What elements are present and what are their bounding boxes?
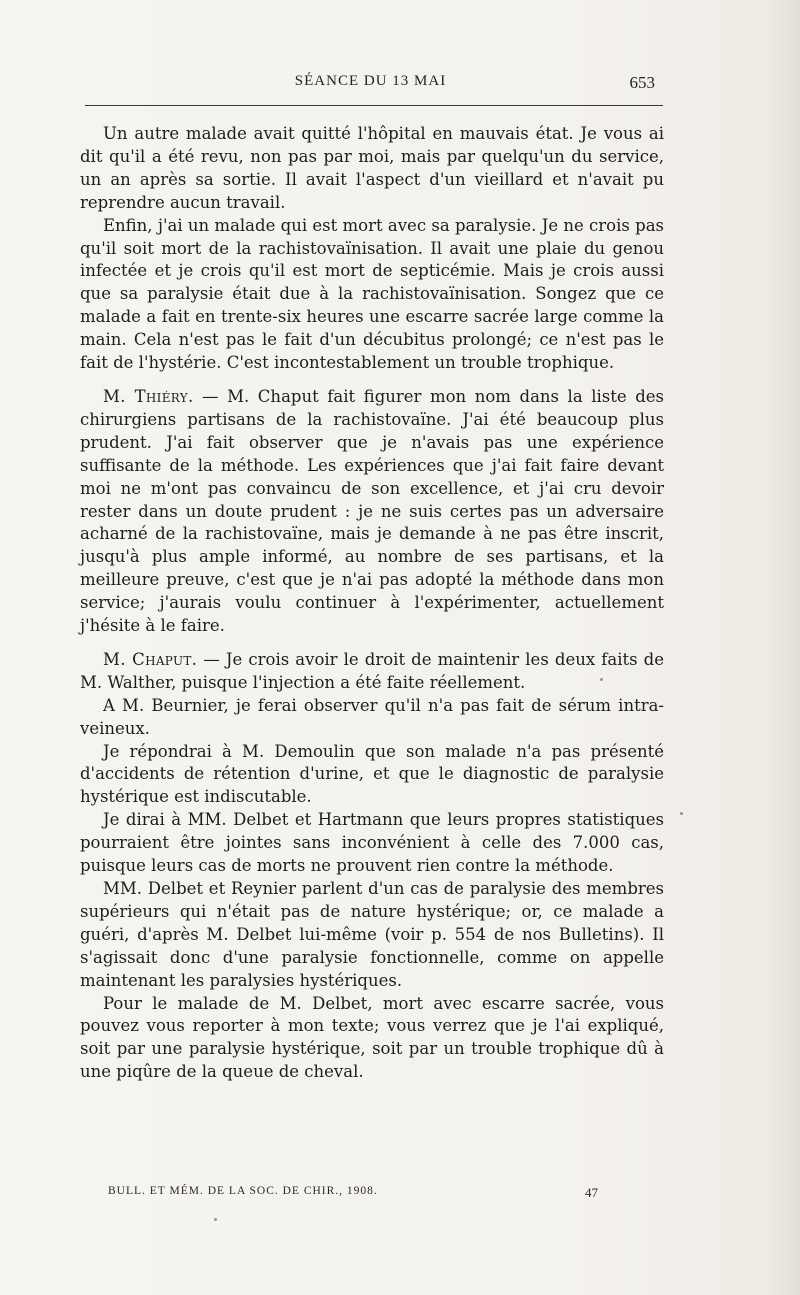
speaker-name: M. Chaput. — [103, 649, 198, 669]
paragraph-6 — [80, 741, 664, 810]
paragraph-7 — [80, 809, 664, 878]
paper-speck — [214, 1218, 217, 1221]
paragraph-9 — [80, 993, 664, 1085]
paragraph-text: Je dirai à MM. Delbet et Hartmann que leurs propres statistiques pourraient être jointes sans inconvénient à celle des 7.000 cas, puisque leurs cas de morts ne prouvent rien contre la méthode. — [80, 810, 664, 876]
paper-speck — [600, 678, 603, 681]
running-title: SÉANCE DU 13 MAI — [294, 73, 447, 89]
paragraph-text: Je répondrai à M. Demoulin que son malade n'a pas présenté d'accidents de rétention d'urine, et que le diagnostic de paralysie hystérique est indiscutable. — [80, 741, 664, 807]
signature-mark: 47 — [585, 1185, 598, 1200]
footer-citation: BULL. ET MÉM. DE LA SOC. DE CHIR., 1908. — [108, 1185, 378, 1197]
header-rule — [85, 105, 663, 106]
running-header — [78, 73, 663, 97]
paragraph-text: Un autre malade avait quitté l'hôpital en mauvais état. Je vous ai dit qu'il a été revu, non pas par moi, mais par quelqu'un du service, un an après sa sortie. Il avait l'aspect d'un vieillard et n'avait pu reprendre aucun travail. — [80, 124, 664, 212]
speaker-name: M. Thiéry. — [103, 386, 194, 406]
paragraph-3 — [80, 386, 664, 638]
page-number: 653 — [629, 73, 655, 92]
paragraph-text: Enfin, j'ai un malade qui est mort avec sa paralysie. Je ne crois pas qu'il soit mort de la rachistovaïnisation. Il avait une plaie du genou infectée et je crois qu'il est mort de septicémie. Mais je crois aussi que sa paralysie était due à la rachistovaïnisation. Songez que ce malade a fait en trente-six heures une escarre sacrée large comme la main. Cela n'est pas le fait d'un décubitus prolongé; ce n'est pas le fait de l'hystérie. C'est incontestablement un trouble trophique. — [80, 215, 664, 373]
page-edge-shadow — [762, 0, 800, 1295]
body-text — [80, 123, 664, 1084]
paragraph-4 — [80, 649, 664, 695]
paragraph-1 — [80, 123, 664, 215]
paragraph-8 — [80, 878, 664, 993]
paragraph-text: — Je crois avoir le droit de maintenir les deux faits de M. Walther, puisque l'injection a été faite réellement. — [80, 649, 664, 692]
paragraph-text: MM. Delbet et Reynier parlent d'un cas de paralysie des membres supérieurs qui n'était pas de nature hystérique; or, ce malade a guéri, d'après M. Delbet lui-même (voir p. 554 de nos Bulletins). Il s'agissait donc d'une paralysie fonctionnelle, comme on appelle maintenant les paralysies hystériques. — [80, 879, 664, 990]
paragraph-text: — M. Chaput fait figurer mon nom dans la liste des chirurgiens partisans de la rachistovaïne. J'ai été beaucoup plus prudent. J'ai fait observer que je n'avais pas une expérience suffisante de la méthode. Les expériences que j'ai fait faire devant moi ne m'ont pas convaincu de son excellence, et j'ai cru devoir rester dans un doute prudent : je ne suis certes pas un adversaire acharné de la rachistovaïne, mais je demande à ne pas être inscrit, jusqu'à plus ample informé, au nombre de ses partisans, et la meilleure preuve, c'est que je n'ai pas adopté la méthode dans mon service; j'aurais voulu continuer à l'expérimenter, actuellement j'hésite à le faire. — [80, 386, 664, 636]
paragraph-2 — [80, 215, 664, 375]
page-footer — [108, 1185, 604, 1205]
paragraph-text: A M. Beurnier, je ferai observer qu'il n'a pas fait de sérum intra-veineux. — [80, 695, 664, 738]
paragraph-5 — [80, 695, 664, 741]
paragraph-text: Pour le malade de M. Delbet, mort avec escarre sacrée, vous pouvez vous reporter à mon texte; vous verrez que je l'ai expliqué, soit par une paralysie hystérique, soit par un trouble trophique dû à une piqûre de la queue de cheval. — [80, 993, 664, 1082]
paper-speck — [680, 812, 683, 815]
